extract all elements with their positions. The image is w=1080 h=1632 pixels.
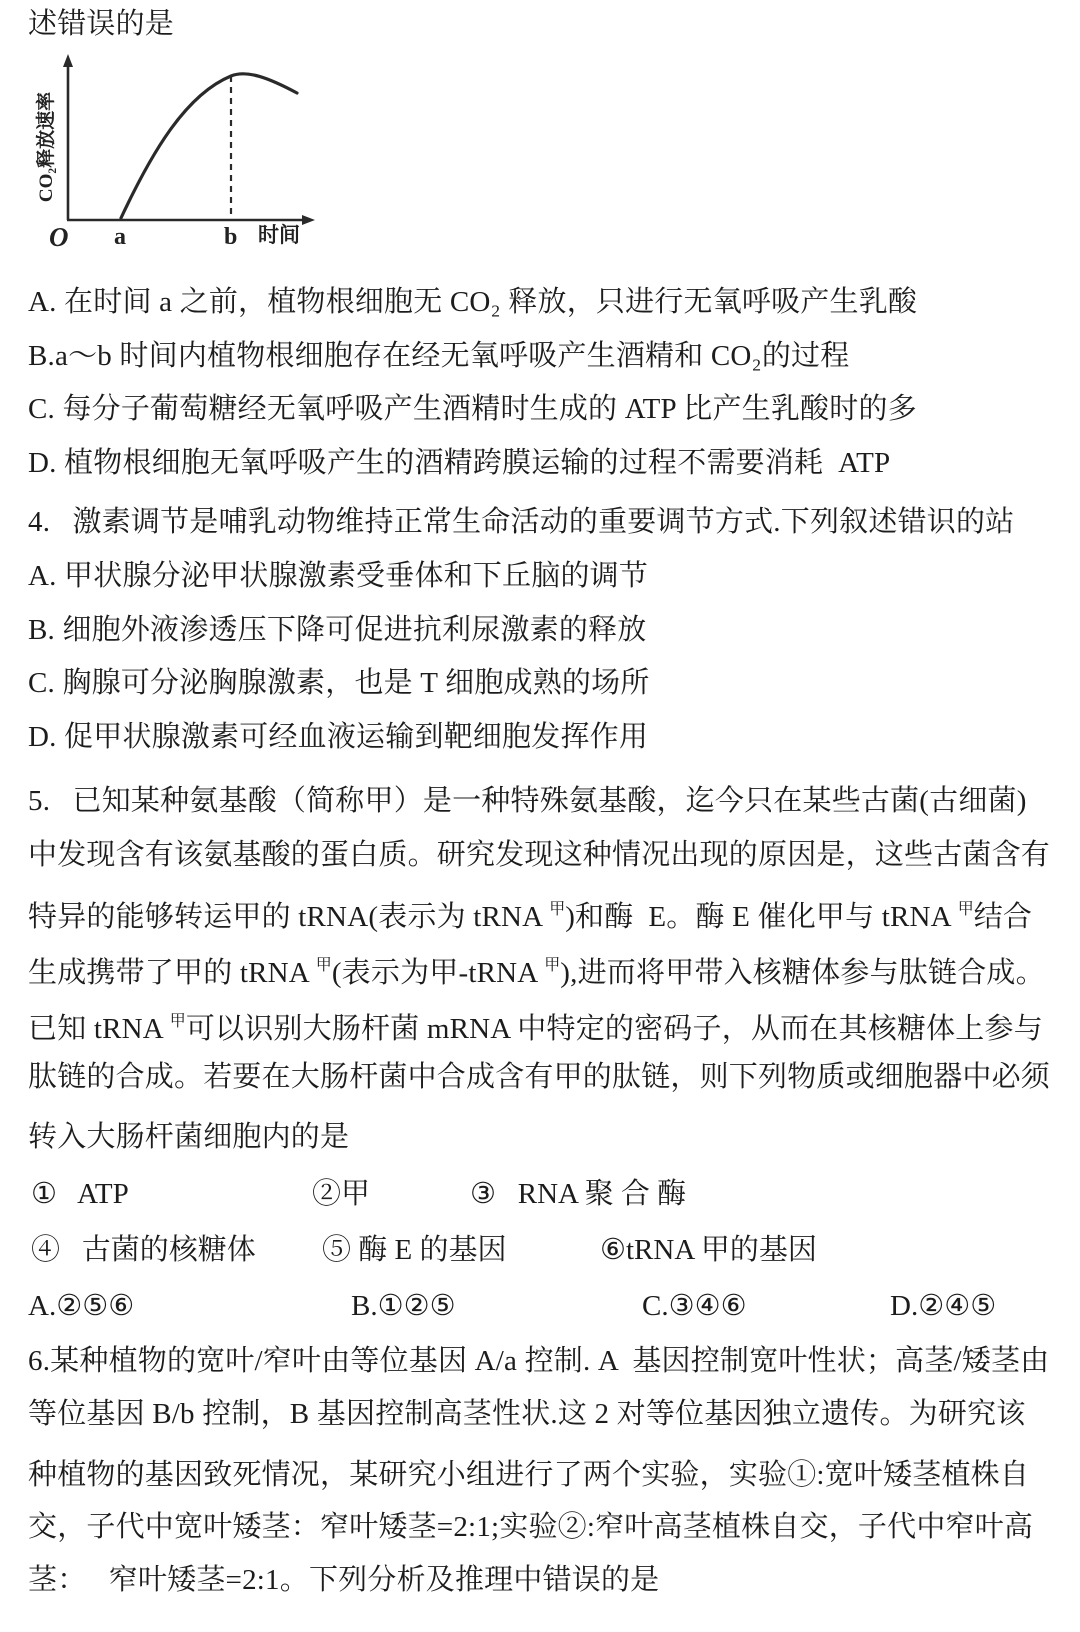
respiration-curve bbox=[121, 74, 297, 218]
q3-option-d: D. 植物根细胞无氧呼吸产生的酒精跨膜运输的过程不需要消耗 ATP bbox=[28, 447, 891, 479]
q4-stem: 4. 激素调节是哺乳动物维持正常生命活动的重要调节方式.下列叙述错识的站 bbox=[28, 506, 1015, 538]
q5-stem-line-4 bbox=[28, 948, 1045, 991]
co2-release-chart bbox=[25, 52, 325, 252]
q6-stem-line-3: 种植物的基因致死情况，某研究小组进行了两个实验，实验①:宽叶矮茎植株自 bbox=[28, 1459, 1030, 1491]
q5-l4-sup0: 甲 bbox=[315, 957, 332, 974]
q5-l3-sup0: 甲 bbox=[549, 901, 566, 918]
x-axis-arrow-icon bbox=[302, 215, 315, 225]
q5-l3-sup1: 甲 bbox=[957, 901, 974, 918]
q5-l4-sup1: 甲 bbox=[544, 957, 561, 974]
q5-item-4: ④ 古菌的核糖体 bbox=[31, 1234, 256, 1266]
q4-option-d: D. 促甲状腺激素可经血液运输到靶细胞发挥作用 bbox=[28, 721, 649, 753]
q3-option-b: B.a～b 时间内植物根细胞存在经无氧呼吸产生酒精和 CO₂的过程 bbox=[28, 340, 850, 372]
q5-stem-line-5 bbox=[28, 1004, 1043, 1047]
q5-item-3: ③ RNA 聚 合 酶 bbox=[470, 1178, 687, 1210]
lead-partial-line: 述错误的是 bbox=[28, 8, 175, 40]
q5-l3-seg1: )和酶 E。酶 E 催化甲与 tRNA bbox=[565, 901, 958, 933]
point-b-label: b bbox=[224, 224, 238, 250]
q5-stem-line-2: 中发现含有该氨基酸的蛋白质。研究发现这种情况出现的原因是，这些古菌含有 bbox=[28, 839, 1051, 871]
q6-stem-line-5: 茎： 窄叶矮茎=2:1。下列分析及推理中错误的是 bbox=[28, 1564, 660, 1596]
q6-stem-line-1: 6.某种植物的宽叶/窄叶由等位基因 A/a 控制. A 基因控制宽叶性状；高茎/矮茎由 bbox=[28, 1345, 1050, 1377]
q5-option-c: C.③④⑥ bbox=[642, 1290, 747, 1322]
q4-option-a: A. 甲状腺分泌甲状腺激素受垂体和下丘脑的调节 bbox=[28, 560, 649, 592]
y-axis-arrow-icon bbox=[63, 54, 73, 67]
q5-item-5: ⑤ 酶 E 的基因 bbox=[322, 1234, 507, 1266]
q5-option-a: A.②⑤⑥ bbox=[28, 1290, 135, 1322]
q5-l3-seg0: 特异的能够转运甲的 tRNA(表示为 tRNA bbox=[28, 901, 550, 933]
q5-l4-seg0: 生成携带了甲的 tRNA bbox=[28, 957, 316, 989]
q5-l3-seg2: 结合 bbox=[973, 901, 1033, 933]
y-axis-label: CO₂释放速率 bbox=[36, 91, 57, 203]
q5-stem-line-3 bbox=[28, 892, 1032, 935]
q5-option-d: D.②④⑤ bbox=[890, 1290, 997, 1322]
q5-stem-line-1: 5. 已知某种氨基酸（简称甲）是一种特殊氨基酸，迄今只在某些古菌(古细菌) bbox=[28, 785, 1027, 817]
q3-option-c: C. 每分子葡萄糖经无氧呼吸产生酒精时生成的 ATP 比产生乳酸时的多 bbox=[28, 393, 917, 425]
q5-item-2: ②甲 bbox=[312, 1178, 371, 1210]
q5-option-b: B.①②⑤ bbox=[351, 1290, 456, 1322]
q5-l5-seg0: 已知 tRNA bbox=[28, 1013, 170, 1045]
q6-stem-line-4: 交，子代中宽叶矮茎：窄叶矮茎=2:1;实验②:窄叶高茎植株自交，子代中窄叶高 bbox=[28, 1511, 1034, 1543]
q5-l5-seg1: 可以识别大肠杆菌 mRNA 中特定的密码子，从而在其核糖体上参与 bbox=[185, 1013, 1043, 1045]
q5-stem-line-6: 肽链的合成。若要在大肠杆菌中合成含有甲的肽链，则下列物质或细胞器中必须 bbox=[28, 1061, 1051, 1093]
q5-l4-seg2: ),进而将甲带入核糖体参与肽链合成。 bbox=[560, 957, 1045, 989]
q5-item-6: ⑥tRNA 甲的基因 bbox=[600, 1234, 817, 1266]
co2-release-figure bbox=[25, 52, 325, 252]
q5-l4-seg1: (表示为甲-tRNA bbox=[331, 957, 545, 989]
q5-item-1: ① ATP bbox=[31, 1178, 129, 1210]
q6-stem-line-2: 等位基因 B/b 控制，B 基因控制高茎性状.这 2 对等位基因独立遗传。为研究该 bbox=[28, 1398, 1026, 1430]
q5-l5-sup0: 甲 bbox=[169, 1013, 186, 1030]
q3-option-a: A. 在时间 a 之前，植物根细胞无 CO₂ 释放，只进行无氧呼吸产生乳酸 bbox=[28, 286, 918, 318]
origin-label: O bbox=[49, 222, 69, 252]
q5-stem-line-7: 转入大肠杆菌细胞内的是 bbox=[28, 1121, 350, 1153]
q4-option-b: B. 细胞外液渗透压下降可促进抗利尿激素的释放 bbox=[28, 614, 647, 646]
point-a-label: a bbox=[114, 224, 126, 250]
x-axis-label: 时间 bbox=[258, 223, 300, 247]
q4-option-c: C. 胸腺可分泌胸腺激素，也是 T 细胞成熟的场所 bbox=[28, 667, 650, 699]
